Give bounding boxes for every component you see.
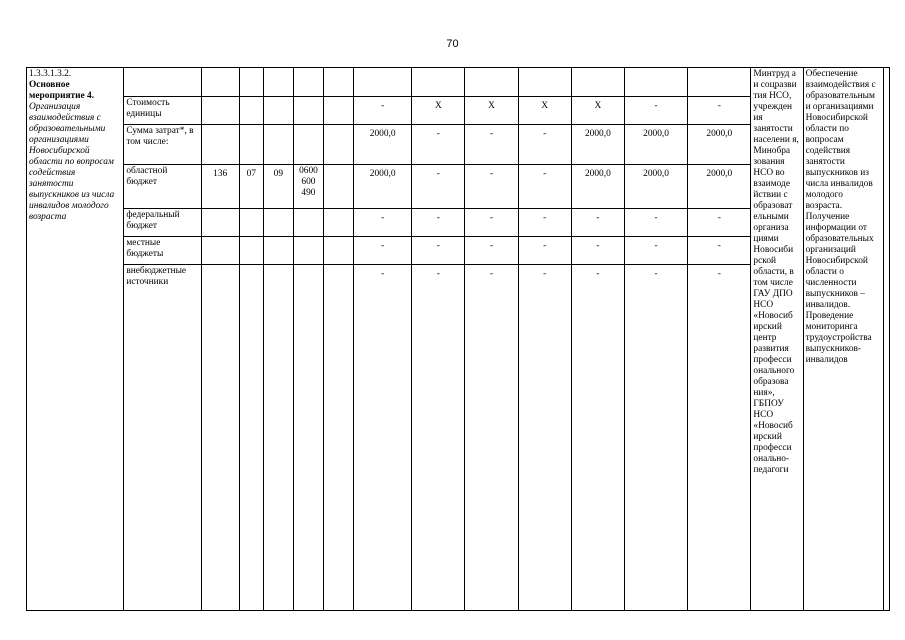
value-cell: 2000,0 (688, 125, 751, 165)
section-description: Организация взаимодействия с образовательными организациями Новосибирской области по вопросам содействия занятости выпускников из числа инвалидов молодого возраста (29, 102, 115, 222)
value-cell: - (412, 265, 465, 611)
value-cell: - (412, 125, 465, 165)
section-cell (27, 68, 124, 611)
expected-result-cell: Обеспечение взаимодействия с образовательным и организациями Новосибирской области по вопросам содействия занятости выпускников из числа инвалидов молодого возраста. Получение информации от образовательных организаций Новосибирской области о численности выпускников – инвалидов. Проведение мониторинга трудоустройства выпускников-инвалидов (803, 68, 883, 611)
value-cell: Х (571, 97, 624, 125)
value-cell: - (354, 265, 412, 611)
value-cell: - (518, 125, 571, 165)
kbk-cell: 09 (263, 165, 293, 209)
kbk-cell: 136 (201, 165, 239, 209)
value-cell: 2000,0 (688, 165, 751, 209)
value-cell: - (571, 265, 624, 611)
kbk-cell: 07 (239, 165, 263, 209)
value-cell: - (518, 265, 571, 611)
value-cell: - (571, 209, 624, 237)
value-cell: - (624, 237, 687, 265)
row-label: федеральный бюджет (124, 209, 201, 237)
value-cell: - (688, 265, 751, 611)
value-cell: - (624, 209, 687, 237)
value-cell: - (412, 237, 465, 265)
value-cell: Х (412, 97, 465, 125)
value-cell: - (354, 237, 412, 265)
value-cell: - (465, 265, 518, 611)
value-cell: - (518, 237, 571, 265)
section-title: Основное мероприятие 4. (29, 80, 95, 101)
page-number: 70 (446, 38, 459, 50)
value-cell: - (465, 165, 518, 209)
value-cell: - (624, 97, 687, 125)
section-code: 1.3.3.1.3.2. (29, 69, 72, 79)
value-cell: Х (518, 97, 571, 125)
program-table (26, 67, 890, 611)
kbk-cell: 0600 600 490 (293, 165, 323, 209)
executor-cell: Минтруд а и соцразви тия НСО, учрежден ия занятости населени я, Минобра зования НСО во взаимоде йствии с образоват ельными организа циями Новосиби рской области, в том числе ГАУ ДПО НСО «Новосиб ирский центр развития професси онального образова ния», ГБПОУ НСО «Новосиб ирский професси онально-педагоги (751, 68, 803, 611)
row-label: областной бюджет (124, 165, 201, 209)
row-label: Стоимость единицы (124, 97, 201, 125)
value-cell: - (412, 209, 465, 237)
row-label: Сумма затрат*, в том числе: (124, 125, 201, 165)
value-cell: 2000,0 (624, 165, 687, 209)
value-cell: - (354, 209, 412, 237)
value-cell: - (688, 209, 751, 237)
value-cell: 2000,0 (354, 125, 412, 165)
value-cell: - (354, 97, 412, 125)
value-cell: 2000,0 (624, 125, 687, 165)
value-cell: 2000,0 (354, 165, 412, 209)
value-cell: - (571, 237, 624, 265)
value-cell: 2000,0 (571, 165, 624, 209)
value-cell: - (688, 97, 751, 125)
value-cell: - (518, 209, 571, 237)
value-cell: - (624, 265, 687, 611)
row-label: местные бюджеты (124, 237, 201, 265)
value-cell: - (518, 165, 571, 209)
value-cell: Х (465, 97, 518, 125)
value-cell: - (465, 209, 518, 237)
value-cell: - (465, 125, 518, 165)
row-label: внебюджетные источники (124, 265, 201, 611)
table-row (27, 68, 890, 97)
value-cell: 2000,0 (571, 125, 624, 165)
value-cell: - (688, 237, 751, 265)
value-cell: - (412, 165, 465, 209)
value-cell: - (465, 237, 518, 265)
